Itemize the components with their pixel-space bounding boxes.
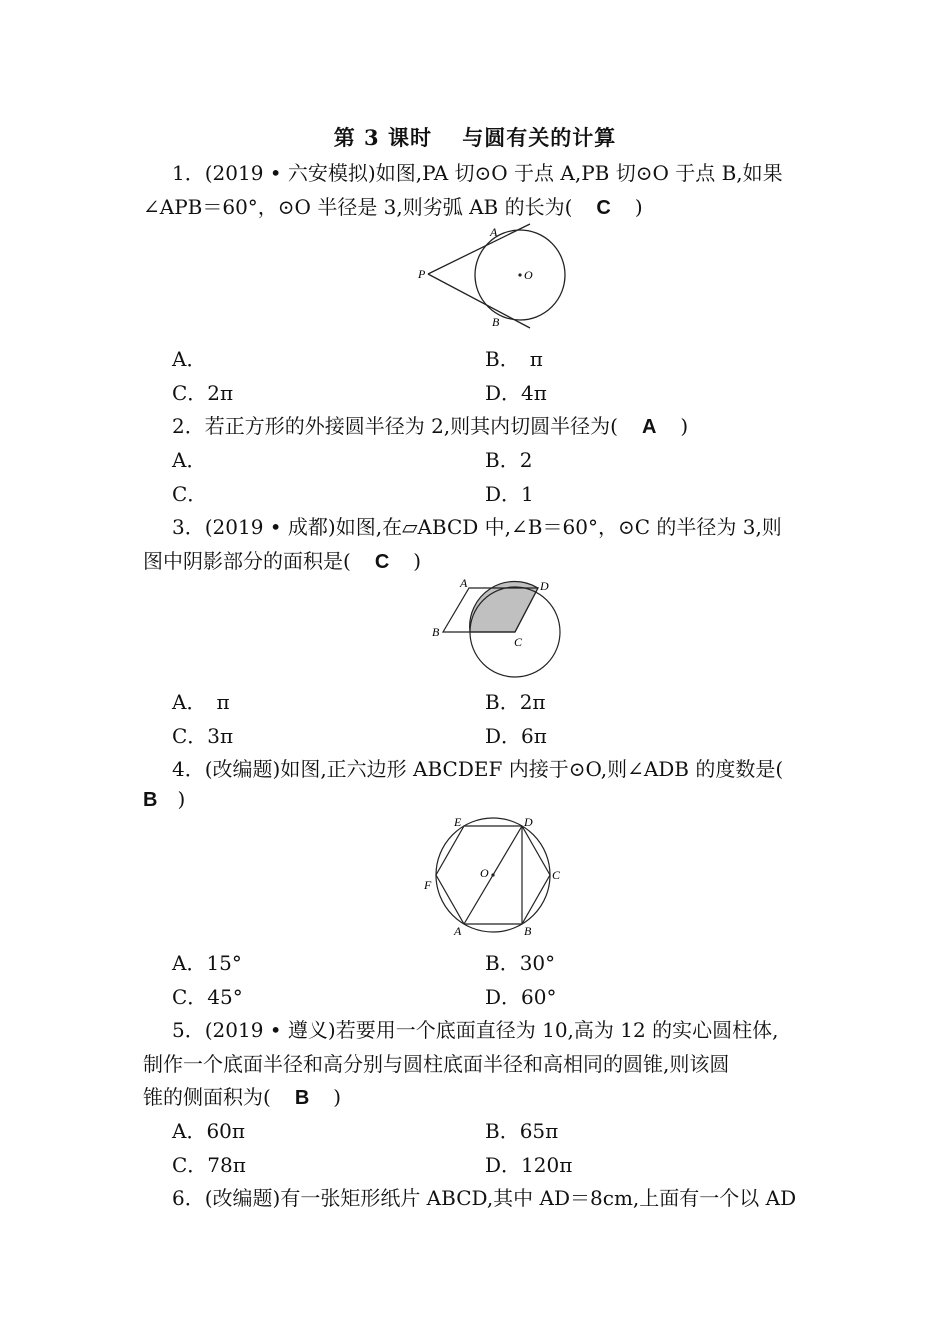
q3-option-b: B．2π <box>485 690 546 714</box>
q4-label-o: O <box>480 866 489 880</box>
q3-figure <box>428 574 563 679</box>
q4-center-dot <box>491 873 494 876</box>
q4-label-e: E <box>454 815 462 829</box>
q1-center-dot <box>518 273 521 276</box>
q2-line1 <box>172 410 688 439</box>
q1-option-c: C．2π <box>172 381 234 405</box>
q1-tangent-pa <box>428 224 530 274</box>
q5-line3-post: ) <box>333 1085 342 1109</box>
q2-option-b: B．2 <box>485 448 533 472</box>
q4-option-b: B．30° <box>485 951 556 975</box>
q3-option-d: D．6π <box>485 724 547 748</box>
q4-label-a: A <box>454 924 462 938</box>
q5-answer: B <box>294 1087 310 1109</box>
q4-line2 <box>143 787 185 812</box>
q3-label-a: A <box>460 576 468 590</box>
q4-label-c: C <box>552 868 561 882</box>
q2-option-c: C． <box>172 482 208 506</box>
q5-line1: 5．(2019 • 遵义)若要用一个底面直径为 10,高为 12 的实心圆柱体, <box>172 1018 779 1042</box>
q1-tangent-pb <box>428 274 530 328</box>
q1-label-o: O <box>524 268 533 282</box>
q3-label-c: C <box>514 635 523 649</box>
q5-option-d: D．120π <box>485 1153 573 1177</box>
q4-option-d: D．60° <box>485 985 557 1009</box>
q3-option-c: C．3π <box>172 724 234 748</box>
q2-text-post: ) <box>680 414 689 438</box>
q4-answer: B <box>143 789 158 811</box>
q2-answer: A <box>641 416 657 438</box>
q4-line1: 4．(改编题)如图,正六边形 ABCDEF 内接于⊙O,则∠ADB 的度数是( <box>172 757 784 781</box>
q1-line1: 1．(2019 • 六安模拟)如图,PA 切⊙O 于点 A,PB 切⊙O 于点 B,如果 <box>172 161 783 185</box>
q5-option-c: C．78π <box>172 1153 246 1177</box>
q1-option-b: B． π <box>485 347 543 371</box>
q3-line2-post: ) <box>413 549 422 573</box>
q4-label-f: F <box>424 878 432 892</box>
q5-option-a: A．60π <box>172 1119 246 1143</box>
q1-line2-pre: ∠APB＝60°，⊙O 半径是 3,则劣弧 AB 的长为( <box>143 195 573 219</box>
q3-option-a: A． π <box>172 690 230 714</box>
q5-option-b: B．65π <box>485 1119 559 1143</box>
q5-line3 <box>143 1081 341 1110</box>
q3-line1: 3．(2019 • 成都)如图,在▱ABCD 中,∠B＝60°，⊙C 的半径为 3,则 <box>172 515 782 539</box>
page-title: 第 3 课时 与圆有关的计算 <box>333 125 617 150</box>
q1-figure <box>410 222 580 332</box>
q1-option-a: A． <box>172 347 207 371</box>
q2-option-a: A． <box>172 448 207 472</box>
q1-label-p: P <box>418 267 426 281</box>
q1-answer: C <box>596 197 611 219</box>
q4-option-a: A．15° <box>172 951 242 975</box>
q6-line1: 6．(改编题)有一张矩形纸片 ABCD,其中 AD＝8cm,上面有一个以 AD <box>172 1186 797 1210</box>
q4-label-d: D <box>524 815 533 829</box>
q3-answer: C <box>374 551 390 573</box>
q5-line3-pre: 锥的侧面积为( <box>143 1085 271 1109</box>
q3-line2 <box>143 545 421 574</box>
q4-figure <box>420 815 570 940</box>
q4-label-b: B <box>524 924 532 938</box>
q3-line2-pre: 图中阴影部分的面积是( <box>143 549 351 573</box>
q1-label-b: B <box>492 315 500 329</box>
q3-label-d: D <box>540 579 549 593</box>
q4-line2-post: ) <box>177 787 186 811</box>
q1-line2-post: ) <box>634 195 643 219</box>
q1-line2 <box>143 191 643 220</box>
q4-option-c: C．45° <box>172 985 243 1009</box>
q2-text-pre: 2．若正方形的外接圆半径为 2,则其内切圆半径为( <box>172 414 618 438</box>
q5-line2: 制作一个底面半径和高分别与圆柱底面半径和高相同的圆锥,则该圆 <box>143 1052 730 1076</box>
q1-label-a: A <box>490 225 498 239</box>
q3-label-b: B <box>432 625 440 639</box>
q2-option-d: D．1 <box>485 482 534 506</box>
q1-option-d: D．4π <box>485 381 547 405</box>
